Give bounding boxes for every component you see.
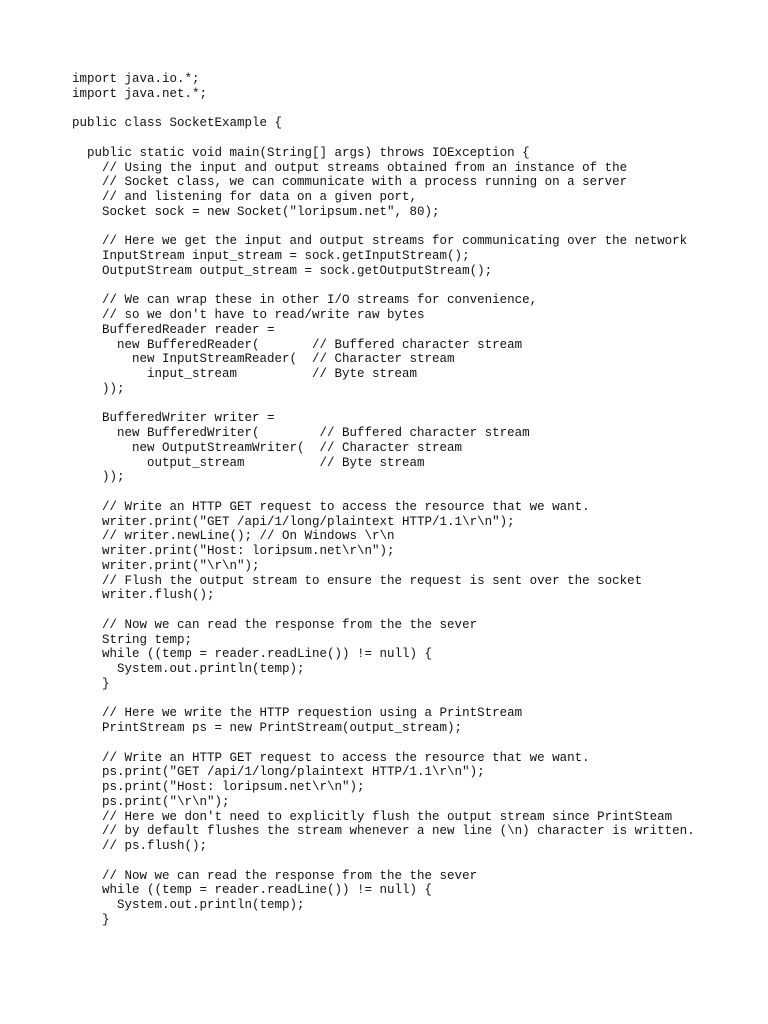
- code-line: new BufferedReader( // Buffered character stream: [72, 337, 523, 352]
- code-line: [72, 692, 752, 707]
- code-line: new OutputStreamWriter( // Character stream: [72, 440, 463, 455]
- code-line: // so we don't have to read/write raw bytes: [72, 308, 425, 322]
- code-line: [72, 485, 752, 500]
- code-line: while ((temp = reader.readLine()) != null) {: [72, 647, 433, 662]
- code-line: BufferedReader reader =: [72, 322, 275, 337]
- code-line: while ((temp = reader.readLine()) != null) {: [72, 883, 433, 898]
- code-line: // Here we write the HTTP requestion using a PrintStream: [72, 706, 523, 721]
- code-line: [72, 279, 752, 294]
- code-line: // Flush the output stream to ensure the request is sent over the socket: [72, 573, 643, 588]
- code-line: }: [72, 676, 110, 691]
- code-line: // Socket class, we can communicate with a process running on a server: [72, 175, 628, 190]
- code-line: new BufferedWriter( // Buffered character stream: [72, 426, 530, 440]
- code-line: writer.print("GET /api/1/long/plaintext HTTP/1.1\r\n");: [72, 514, 515, 529]
- code-line: input_stream // Byte stream: [72, 367, 418, 381]
- code-line: String temp;: [72, 632, 193, 647]
- code-line: ));: [72, 470, 125, 485]
- code-line: ps.print("Host: loripsum.net\r\n");: [72, 780, 365, 794]
- code-line: // Write an HTTP GET request to access the resource that we want.: [72, 750, 590, 765]
- code-line: new InputStreamReader( // Character stream: [72, 352, 455, 367]
- code-line: // Now we can read the response from the the sever: [72, 617, 478, 632]
- code-listing: [72, 72, 752, 928]
- code-line: BufferedWriter writer =: [72, 411, 275, 426]
- code-line: Socket sock = new Socket("loripsum.net", 80);: [72, 204, 440, 219]
- code-line: import java.io.*;: [72, 72, 200, 86]
- code-line: [72, 220, 752, 235]
- code-line: writer.flush();: [72, 588, 215, 603]
- code-line: // Here we get the input and output streams for communicating over the network: [72, 234, 688, 249]
- code-line: [72, 736, 752, 751]
- code-line: output_stream // Byte stream: [72, 455, 425, 470]
- code-line: writer.print("Host: loripsum.net\r\n");: [72, 544, 395, 558]
- code-line: [72, 854, 752, 869]
- code-line: // ps.flush();: [72, 839, 208, 853]
- code-line: // and listening for data on a given port,: [72, 190, 418, 204]
- code-line: System.out.println(temp);: [72, 662, 305, 676]
- code-line: [72, 603, 752, 618]
- code-line: // writer.newLine(); // On Windows \r\n: [72, 529, 395, 544]
- code-line: public static void main(String[] args) throws IOException {: [72, 145, 530, 160]
- code-line: import java.net.*;: [72, 86, 208, 101]
- code-line: // Using the input and output streams obtained from an instance of the: [72, 160, 628, 175]
- code-line: InputStream input_stream = sock.getInputStream();: [72, 249, 470, 263]
- code-line: OutputStream output_stream = sock.getOutputStream();: [72, 263, 493, 278]
- code-line: // We can wrap these in other I/O streams for convenience,: [72, 293, 538, 308]
- code-line: }: [72, 912, 110, 927]
- code-line: ps.print("GET /api/1/long/plaintext HTTP/1.1\r\n");: [72, 765, 485, 780]
- code-line: writer.print("\r\n");: [72, 558, 260, 573]
- code-line: [72, 397, 752, 412]
- code-line: PrintStream ps = new PrintStream(output_stream);: [72, 721, 463, 735]
- code-line: // Here we don't need to explicitly flush the output stream since PrintSteam: [72, 809, 673, 824]
- code-line: ps.print("\r\n");: [72, 794, 230, 809]
- code-line: System.out.println(temp);: [72, 898, 305, 912]
- code-line: // by default flushes the stream whenever a new line (\n) character is written.: [72, 824, 695, 839]
- code-line: public class SocketExample {: [72, 116, 283, 131]
- code-line: // Write an HTTP GET request to access the resource that we want.: [72, 499, 590, 514]
- code-line: // Now we can read the response from the the sever: [72, 868, 478, 883]
- code-line: [72, 102, 752, 117]
- code-line: ));: [72, 381, 125, 396]
- code-line: [72, 131, 752, 146]
